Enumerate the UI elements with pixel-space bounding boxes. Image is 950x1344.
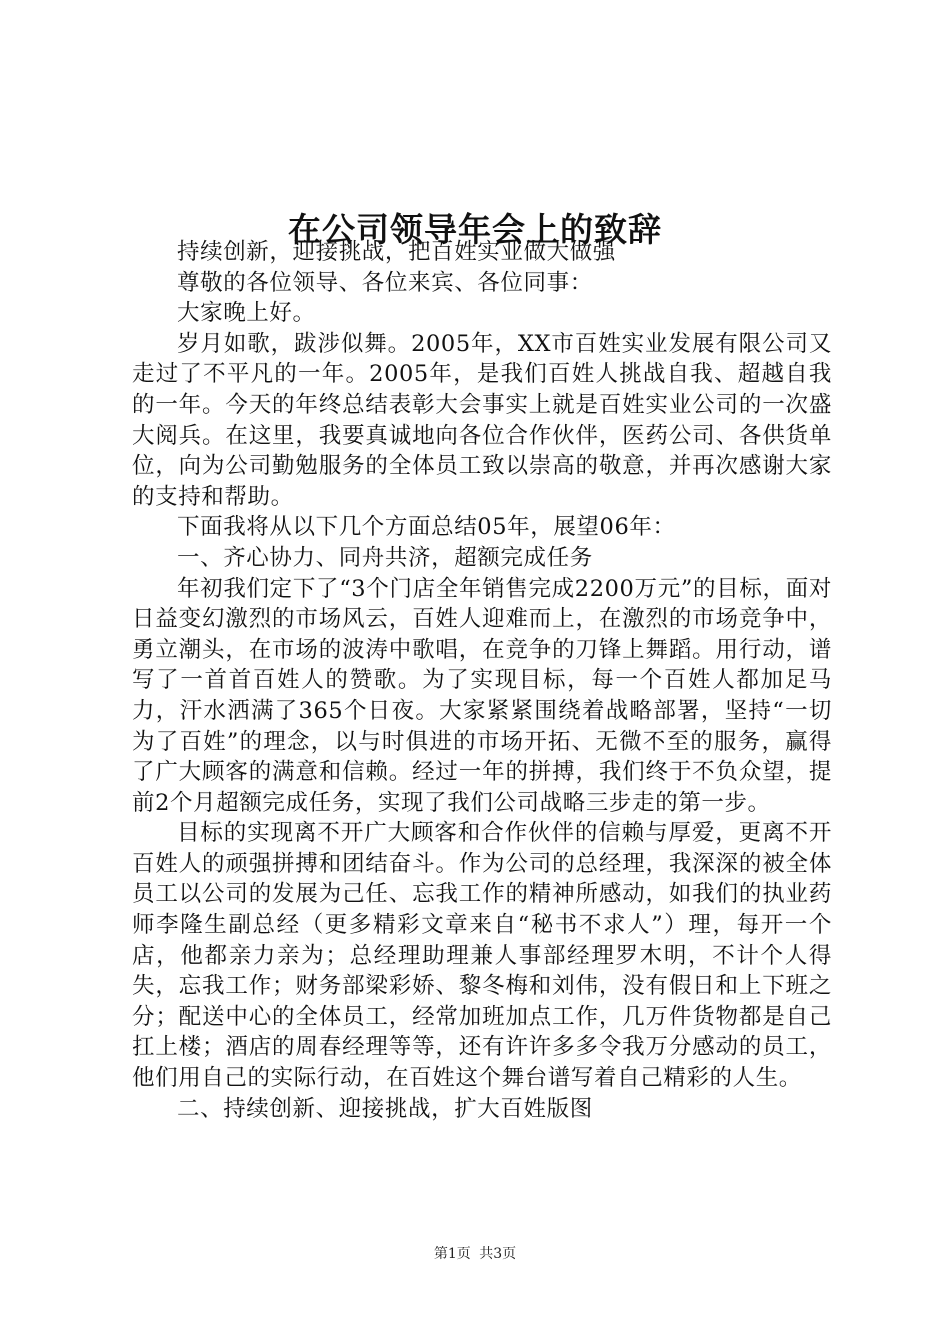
page-footer	[0, 1244, 950, 1264]
paragraph-greeting: 大家晚上好。	[177, 300, 316, 327]
paragraph-intro: 岁月如歌，跋涉似舞。2005年，XX市百姓实业发展有限公司又走过了不平凡的一年。2005年，是我们百姓人挑战自我、超越自我的一年。今天的年终总结表彰大会事实上就是百姓实业公司的一次盛大阅兵。在这里，我要真诚地向各位合作伙伴，医药公司、各供货单位，向为公司勤勉服务的全体员工致以崇高的敬意，并再次感谢大家的支持和帮助。	[132, 330, 832, 510]
document-title: 在公司领导年会上的致辞	[288, 210, 662, 250]
document-body	[132, 237, 832, 1124]
paragraph-outline: 下面我将从以下几个方面总结05年，展望06年：	[177, 514, 676, 541]
paragraph-subtitle: 持续创新，迎接挑战，把百姓实业做大做强	[177, 239, 616, 265]
paragraph-targets: 年初我们定下了“3个门店全年销售完成2200万元”的目标，面对日益变幻激烈的市场风云，百姓人迎难而上，在激烈的市场竞争中，勇立潮头，在市场的波涛中歌唱，在竞争的刀锋上舞蹈。用行动，谱写了一首首百姓人的赞歌。为了实现目标，每一个百姓人都加足马力，汗水洒满了365个日夜。大家紧紧围绕着战略部署，坚持“一切为了百姓”的理念，以与时俱进的市场开拓、无微不至的服务，赢得了广大顾客的满意和信赖。经过一年的拼搏，我们终于不负众望，提前2个月超额完成任务，实现了我们公司战略三步走的第一步。	[132, 575, 832, 816]
section-heading-1: 一、齐心协力、同舟共济，超额完成任务	[177, 544, 593, 571]
page-number: 第1页	[433, 1246, 471, 1262]
section-heading-2: 二、持续创新、迎接挑战，扩大百姓版图	[177, 1095, 593, 1122]
paragraph-thanks: 目标的实现离不开广大顾客和合作伙伴的信赖与厚爱，更离不开百姓人的顽强拼搏和团结奋斗。作为公司的总经理，我深深的被全体员工以公司的发展为己任、忘我工作的精神所感动，如我们的执业药师李隆生副总经（更多精彩文章来自“秘书不求人”）理，每开一个店，他都亲力亲为；总经理助理兼人事部经理罗木明，不计个人得失，忘我工作；财务部梁彩娇、黎冬梅和刘伟，没有假日和上下班之分；配送中心的全体员工，经常加班加点工作，几万件货物都是自己扛上楼；酒店的周春经理等等，还有许许多多令我万分感动的员工，他们用自己的实际行动，在百姓这个舞台谱写着自己精彩的人生。	[132, 820, 832, 1092]
paragraph-salutation: 尊敬的各位领导、各位来宾、各位同事：	[177, 269, 593, 296]
page-total: 共3页	[479, 1246, 517, 1262]
